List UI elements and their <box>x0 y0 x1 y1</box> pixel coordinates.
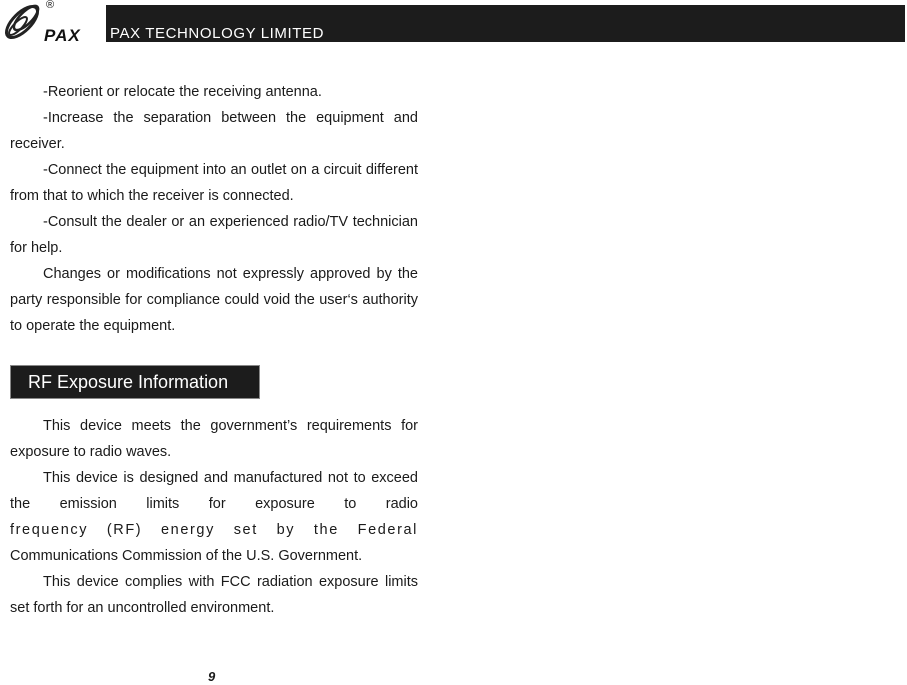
pax-swoosh-icon <box>0 0 48 44</box>
paragraph-line: frequency (RF) energy set by the Federal <box>10 522 418 538</box>
body-text-top <box>10 79 418 339</box>
registered-mark: ® <box>46 0 55 11</box>
section-heading-box <box>11 366 259 398</box>
paragraph: -Increase the separation between the equipment and receiver. <box>10 110 418 152</box>
pax-logo <box>0 0 100 46</box>
paragraph: Changes or modifications not expressly approved by the party responsible for compliance could void the user‘s authority to operate the equipment. <box>10 266 418 334</box>
paragraph: -Connect the equipment into an outlet on a circuit different from that to which the receiver is connected. <box>10 162 418 204</box>
paragraph: -Reorient or relocate the receiving antenna. <box>43 84 322 100</box>
paragraph: -Consult the dealer or an experienced radio/TV technician for help. <box>10 214 418 256</box>
paragraph: This device complies with FCC radiation exposure limits set forth for an uncontrolled environment. <box>10 574 418 616</box>
paragraph: This device is designed and manufactured not to exceed the emission limits for exposure to radio <box>10 470 418 512</box>
paragraph: This device meets the government’s requirements for exposure to radio waves. <box>10 418 418 460</box>
header-bar <box>106 5 905 42</box>
paragraph-line: Communications Commission of the U.S. Government. <box>10 548 363 564</box>
page-number: 9 <box>208 669 216 684</box>
logo-text: PAX <box>44 26 81 45</box>
company-name: PAX TECHNOLOGY LIMITED <box>110 25 325 42</box>
section-title: RF Exposure Information <box>28 372 229 392</box>
body-text-bottom <box>10 413 418 621</box>
